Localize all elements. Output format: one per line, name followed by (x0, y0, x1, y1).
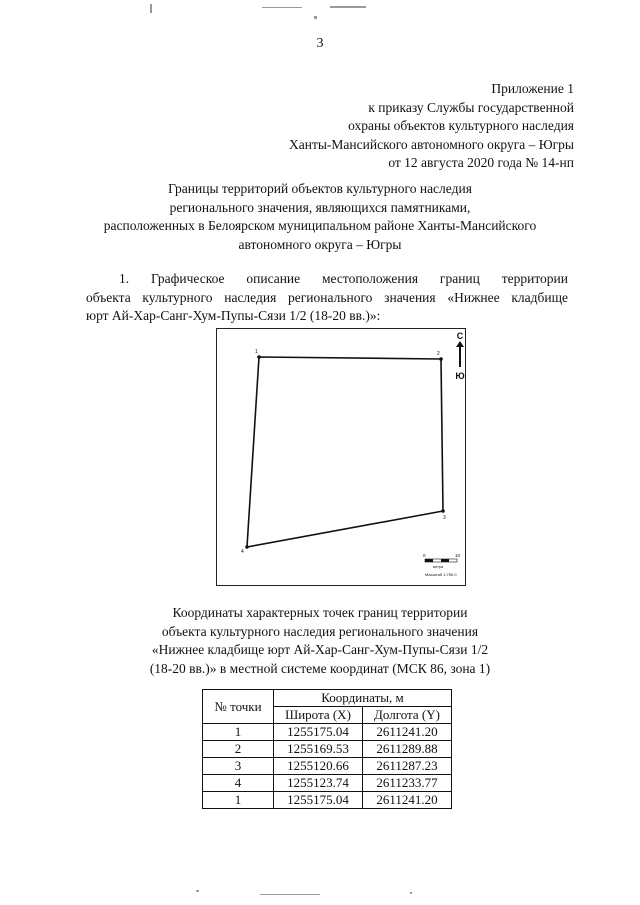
point-label: 4 (241, 549, 244, 555)
point-label: 2 (437, 351, 440, 357)
boundary-point (257, 355, 261, 359)
x-cell: 1255175.04 (274, 724, 363, 741)
south-label: Ю (455, 371, 465, 381)
appendix-line: к приказу Службы государственной (368, 99, 574, 115)
header-coordinates: Координаты, м (274, 690, 452, 707)
coordinates-title (60, 604, 580, 678)
table-row (203, 792, 452, 809)
paragraph-line: объекта культурного наследия регионального значения «Нижнее кладбище (86, 289, 568, 305)
scale-start: 0 (423, 553, 426, 558)
header-latitude: Широта (X) (274, 707, 363, 724)
appendix-line: охраны объектов культурного наследия (348, 118, 574, 133)
scale-bar (423, 553, 461, 577)
boundary-plot (217, 329, 465, 585)
point-label: 3 (443, 515, 446, 521)
scan-mark (330, 6, 366, 8)
coordinates-title-line: (18-20 вв.)» в местной системе координат (МСК 86, зона 1) (149, 660, 491, 676)
table-row (203, 724, 452, 741)
coordinates-table (202, 689, 452, 809)
appendix-line: Приложение 1 (491, 81, 574, 96)
document-title (60, 180, 580, 254)
boundary-point (245, 545, 249, 549)
description-paragraph (86, 270, 568, 326)
point-cell: 4 (203, 775, 274, 792)
point-label: 1 (255, 349, 258, 355)
table-row (203, 775, 452, 792)
coordinates-title-line: объекта культурного наследия регионального значения (161, 623, 479, 639)
y-cell: 2611289.88 (363, 741, 452, 758)
title-line: Границы территорий объектов культурного наследия (168, 181, 472, 196)
scale-text: Масштаб 1:750.0 (425, 572, 457, 577)
table-row (203, 758, 452, 775)
point-cell: 3 (203, 758, 274, 775)
scan-mark (410, 892, 412, 894)
appendix-line: Ханты-Мансийского автономного округа – Югры (289, 136, 574, 152)
title-line: расположенных в Белоярском муниципальном районе Ханты-Мансийского (103, 218, 537, 233)
scan-mark (196, 890, 199, 892)
x-cell: 1255175.04 (274, 792, 363, 809)
x-cell: 1255169.53 (274, 741, 363, 758)
appendix-line: от 12 августа 2020 года № 14-нп (388, 155, 574, 170)
y-cell: 2611241.20 (363, 792, 452, 809)
table-row (203, 741, 452, 758)
title-line: автономного округа – Югры (238, 236, 402, 252)
point-cell: 1 (203, 724, 274, 741)
page-number: 3 (316, 36, 324, 51)
boundary-point (439, 357, 443, 361)
point-cell: 2 (203, 741, 274, 758)
north-label: С (456, 331, 464, 341)
x-cell: 1255123.74 (274, 775, 363, 792)
scale-end: 10 (455, 553, 461, 558)
boundary-map (216, 328, 466, 586)
coordinates-title-line: Координаты характерных точек границ территории (172, 605, 468, 620)
north-arrow-icon (455, 331, 464, 381)
scan-mark (262, 7, 302, 8)
x-cell: 1255120.66 (274, 758, 363, 775)
paragraph-line: юрт Ай-Хар-Санг-Хум-Пупы-Сязи 1/2 (18-20 вв.)»: (86, 308, 381, 323)
scan-mark (314, 16, 317, 19)
table-header-row (203, 690, 452, 707)
coordinates-title-line: «Нижнее кладбище юрт Ай-Хар-Санг-Хум-Пупы-Сязи 1/2 (151, 642, 489, 657)
header-longitude: Долгота (Y) (363, 707, 452, 724)
y-cell: 2611241.20 (363, 724, 452, 741)
paragraph-line: 1. Графическое описание местоположения границ территории (119, 271, 568, 286)
point-cell: 1 (203, 792, 274, 809)
scan-mark (260, 894, 320, 895)
territory-boundary (247, 357, 443, 547)
scan-mark (150, 4, 152, 13)
y-cell: 2611287.23 (363, 758, 452, 775)
scale-unit: метры (433, 565, 444, 569)
y-cell: 2611233.77 (363, 775, 452, 792)
title-line: регионального значения, являющихся памятниками, (169, 199, 471, 215)
boundary-point (441, 509, 445, 513)
header-point: № точки (203, 690, 274, 724)
appendix-block (289, 80, 574, 173)
